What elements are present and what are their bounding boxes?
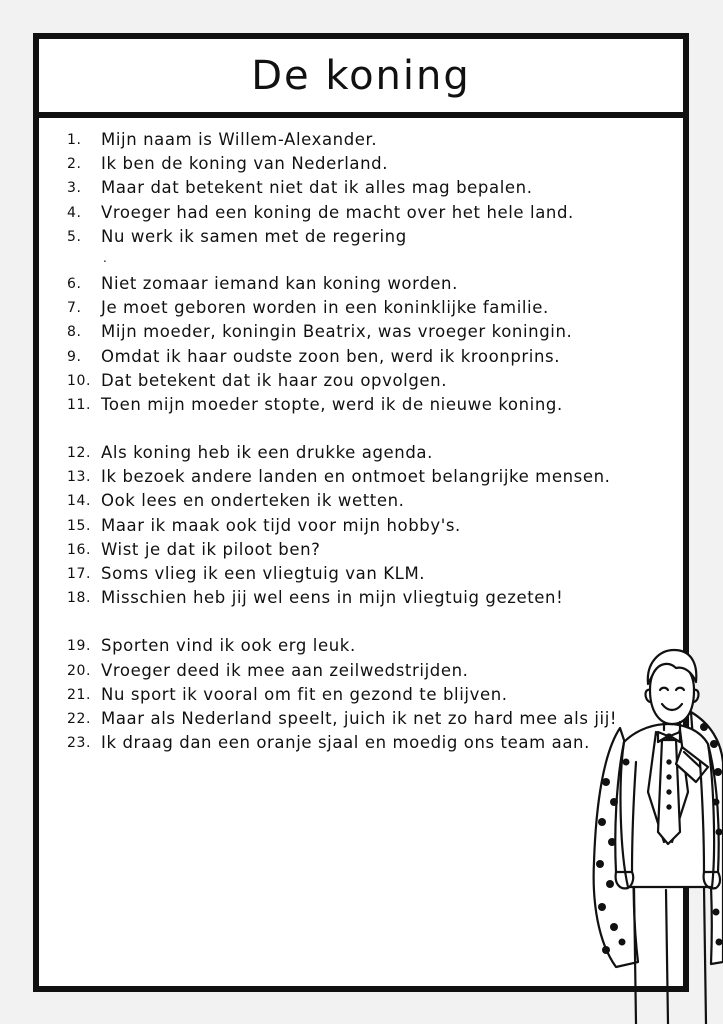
line-text: Ik ben de koning van Nederland. <box>101 154 389 174</box>
line-number: 19. <box>67 638 92 655</box>
list-item <box>39 320 683 344</box>
line-number: 16. <box>67 541 92 558</box>
king-illustration-icon <box>576 632 723 1024</box>
line-number: 6. <box>67 275 82 292</box>
line-text: Toen mijn moeder stopte, werd ik de nieuwe koning. <box>101 394 563 414</box>
line-number: 23. <box>67 735 92 752</box>
line-text: Maar dat betekent niet dat ik alles mag bepalen. <box>101 178 533 198</box>
line-text: Ik bezoek andere landen en ontmoet belangrijke mensen. <box>101 467 611 487</box>
line-text: Soms vlieg ik een vliegtuig van KLM. <box>101 564 426 583</box>
list-item <box>39 176 683 200</box>
line-number: 9. <box>67 348 82 365</box>
line-text: Je moet geboren worden in een koninklijke familie. <box>101 298 549 318</box>
list-item <box>39 562 683 586</box>
line-text: Vroeger had een koning de macht over het hele land. <box>101 202 574 222</box>
paragraph-gap <box>39 610 683 634</box>
line-number: 11. <box>67 396 92 413</box>
line-number: 7. <box>67 300 82 317</box>
list-item <box>39 128 683 152</box>
line-number: 12. <box>67 445 92 462</box>
line-text: Maar als Nederland speelt, juich ik net zo hard mee als jij! <box>101 708 618 728</box>
list-item <box>39 393 683 417</box>
line-number: 10. <box>67 372 92 389</box>
line-text: Niet zomaar iemand kan koning worden. <box>101 273 458 293</box>
line-number: 14. <box>67 493 92 510</box>
line-text: Ik draag dan een oranje sjaal en moedig ons team aan. <box>101 733 590 753</box>
line-text: Omdat ik haar oudste zoon ben, werd ik kroonprins. <box>101 346 561 366</box>
line-text: Nu sport ik vooral om fit en gezond te blijven. <box>101 684 508 704</box>
line-text: Wist je dat ik piloot ben? <box>101 539 321 559</box>
line-number: 21. <box>67 686 92 703</box>
list-item <box>39 586 683 610</box>
line-number: 2. <box>67 156 82 173</box>
line-number: 1. <box>67 132 82 148</box>
title-bar <box>39 39 683 118</box>
list-item <box>39 272 683 296</box>
line-text: Sporten vind ik ook erg leuk. <box>101 636 356 656</box>
list-item <box>39 296 683 320</box>
line-text: Als koning heb ik een drukke agenda. <box>101 443 433 463</box>
list-item <box>39 225 683 249</box>
paragraph-gap <box>39 417 683 441</box>
page-title: De koning <box>251 52 471 99</box>
list-item <box>39 345 683 369</box>
line-number: 15. <box>67 517 92 534</box>
line-number: 3. <box>67 180 82 197</box>
list-item <box>39 201 683 225</box>
line-text: Ook lees en onderteken ik wetten. <box>101 491 405 511</box>
line-text: Misschien heb jij wel eens in mijn vliegtuig gezeten! <box>101 588 564 608</box>
list-item <box>39 369 683 393</box>
line-number: 4. <box>67 204 82 221</box>
line-text: Mijn naam is Willem-Alexander. <box>101 130 378 149</box>
list-item <box>39 441 683 465</box>
list-item <box>39 152 683 176</box>
line-number: 22. <box>67 710 92 727</box>
list-item <box>39 489 683 513</box>
line-number: 18. <box>67 590 92 607</box>
line-text: Vroeger deed ik mee aan zeilwedstrijden. <box>101 660 469 680</box>
paragraph-gap <box>39 249 683 272</box>
list-item <box>39 538 683 562</box>
line-number: 13. <box>67 469 92 486</box>
stray-period: . <box>103 250 107 265</box>
line-text: Dat betekent dat ik haar zou opvolgen. <box>101 370 448 390</box>
line-number: 17. <box>67 566 92 582</box>
line-text: Maar ik maak ook tijd voor mijn hobby's. <box>101 515 461 535</box>
line-text: Mijn moeder, koningin Beatrix, was vroeger koningin. <box>101 322 573 342</box>
list-item <box>39 514 683 538</box>
list-item <box>39 465 683 489</box>
line-number: 20. <box>67 662 92 679</box>
line-number: 8. <box>67 324 82 341</box>
line-number: 5. <box>67 228 82 245</box>
line-text: Nu werk ik samen met de regering <box>101 226 407 246</box>
